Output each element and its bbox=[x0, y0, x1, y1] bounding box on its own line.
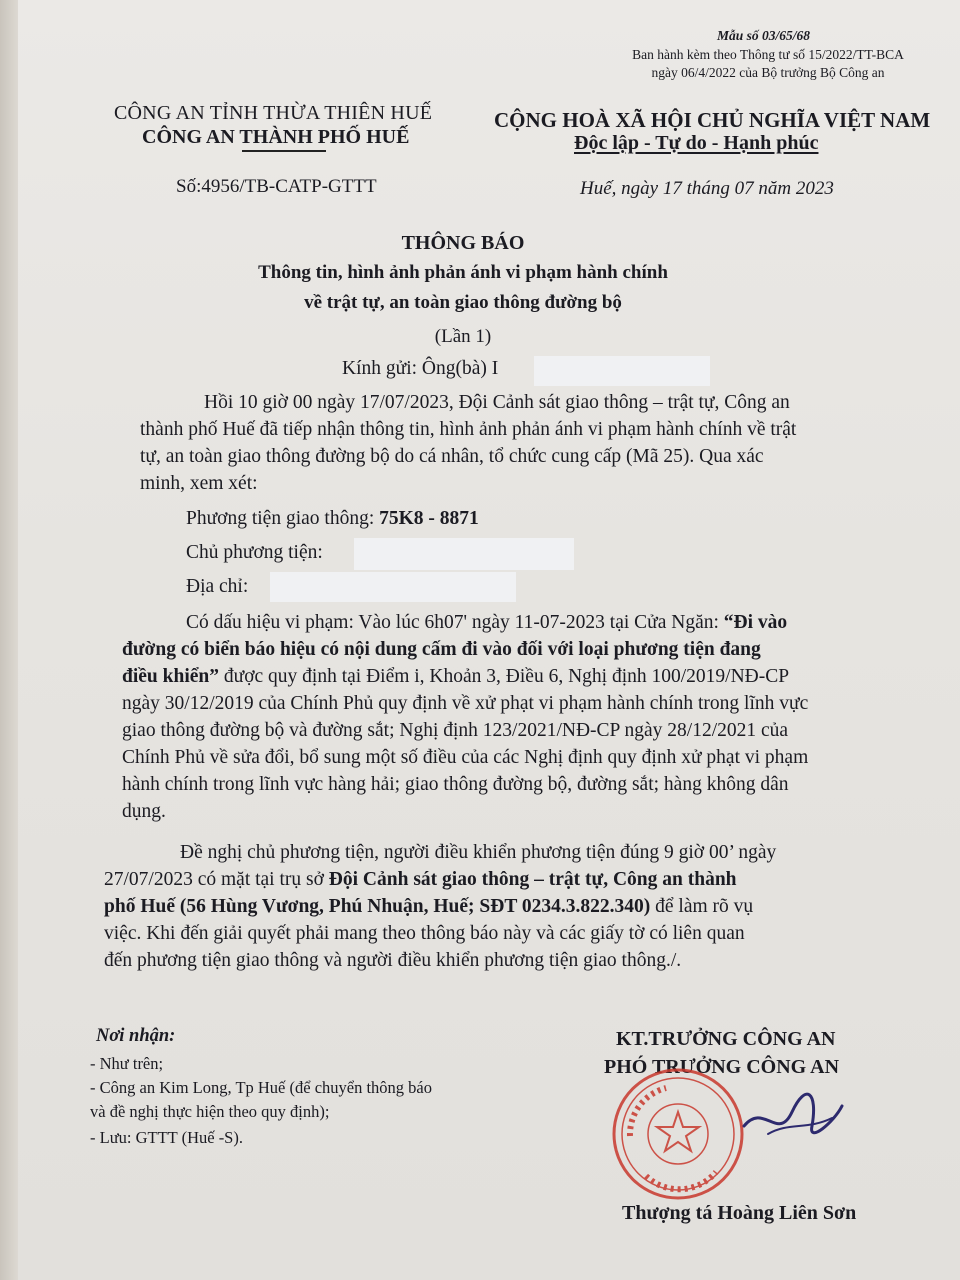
request-address: phố Huế (56 Hùng Vương, Phú Nhuận, Huế; SĐT 0234.3.822.340) bbox=[104, 896, 651, 917]
recipient-item: - Công an Kim Long, Tp Huế (để chuyển thông báo bbox=[90, 1078, 433, 1097]
redacted-recipient-name bbox=[534, 356, 710, 386]
vehicle-label: Phương tiện giao thông: bbox=[186, 508, 380, 529]
body-line: Chính Phủ về sửa đổi, bổ sung một số điều của các Nghị định quy định xử phạt vi phạm bbox=[122, 747, 809, 768]
request-line-2 bbox=[104, 869, 737, 891]
signature-title-2: PHÓ TRƯỞNG CÔNG AN bbox=[604, 1056, 840, 1078]
agency-underline bbox=[242, 150, 326, 152]
request-office: Đội Cảnh sát giao thông – trật tự, Công an thành bbox=[328, 869, 737, 890]
body-line: dụng. bbox=[122, 801, 166, 822]
body-line: ngày 30/12/2019 của Chính Phủ quy định về xử phạt vi phạm hành chính trong lĩnh vực bbox=[122, 693, 809, 714]
signer-name: Thượng tá Hoàng Liên Sơn bbox=[622, 1202, 857, 1224]
recipient-item: và đề nghị thực hiện theo quy định); bbox=[90, 1102, 330, 1121]
request-line-3 bbox=[104, 896, 753, 918]
violation-legal-basis: được quy định tại Điểm i, Khoản 3, Điều 6, Nghị định 100/2019/NĐ-CP bbox=[219, 666, 790, 687]
owner-label: Chủ phương tiện: bbox=[186, 542, 323, 563]
notice-round: (Lần 1) bbox=[434, 326, 492, 347]
redacted-owner-name bbox=[354, 538, 574, 570]
form-issuance-note bbox=[618, 46, 918, 82]
official-seal bbox=[606, 1066, 756, 1202]
request-line-4: việc. Khi đến giải quyết phải mang theo thông báo này và các giấy tờ có liên quan bbox=[104, 923, 745, 944]
document-title: THÔNG BÁO bbox=[401, 232, 525, 254]
body-line: Hồi 10 giờ 00 ngày 17/07/2023, Đội Cảnh sát giao thông – trật tự, Công an bbox=[204, 392, 790, 413]
body-line: minh, xem xét: bbox=[140, 473, 258, 494]
violation-quote-start: “Đi vào bbox=[723, 612, 788, 633]
adjacent-page-edge bbox=[0, 0, 19, 1280]
recipients-heading: Nơi nhận: bbox=[96, 1026, 176, 1046]
document-subtitle-2: về trật tự, an toàn giao thông đường bộ bbox=[304, 292, 622, 313]
form-issuance-line-2: ngày 06/4/2022 của Bộ trưởng Bộ Công an bbox=[651, 65, 885, 80]
recipient-item: - Như trên; bbox=[90, 1054, 164, 1073]
document-number: Số:4956/TB-CATP-GTTT bbox=[176, 176, 377, 197]
body-line: thành phố Huế đã tiếp nhận thông tin, hình ảnh phản ánh vi phạm hành chính về trật bbox=[140, 419, 797, 440]
request-purpose: để làm rõ vụ bbox=[650, 896, 754, 917]
vehicle-info bbox=[186, 508, 479, 530]
handwritten-signature bbox=[738, 1082, 848, 1152]
violation-quote-end: điều khiển” bbox=[122, 666, 219, 687]
violation-line-1 bbox=[186, 612, 787, 634]
issuing-agency-name: CÔNG AN THÀNH PHỐ HUẾ bbox=[142, 126, 410, 148]
recipient-salutation: Kính gửi: Ông(bà) I bbox=[342, 358, 499, 379]
signature-title-1: KT.TRƯỞNG CÔNG AN bbox=[616, 1028, 836, 1050]
national-title: CỘNG HOÀ XÃ HỘI CHỦ NGHĨA VIỆT NAM bbox=[494, 108, 931, 132]
body-line: giao thông đường bộ và đường sắt; Nghị định 123/2021/NĐ-CP ngày 28/12/2021 của bbox=[122, 720, 789, 741]
violation-line-2: đường có biển báo hiệu có nội dung cấm đi vào đối với loại phương tiện đang bbox=[122, 639, 761, 660]
national-motto: Độc lập - Tự do - Hạnh phúc bbox=[574, 132, 819, 154]
request-line-5: đến phương tiện giao thông và người điều khiển phương tiện giao thông./. bbox=[104, 950, 682, 971]
body-line: tự, an toàn giao thông đường bộ do cá nhân, tổ chức cung cấp (Mã 25). Qua xác bbox=[140, 446, 764, 467]
violation-line-3 bbox=[122, 666, 789, 688]
body-line: hành chính trong lĩnh vực hàng hải; giao thông đường bộ, đường sắt; hàng không dân bbox=[122, 774, 789, 795]
address-label: Địa chỉ: bbox=[186, 576, 249, 597]
issuing-agency bbox=[142, 126, 409, 149]
parent-agency: CÔNG AN TỈNH THỪA THIÊN HUẾ bbox=[114, 102, 433, 124]
form-number: Mẫu số 03/65/68 bbox=[716, 28, 810, 43]
vehicle-plate: 75K8 - 8871 bbox=[379, 508, 479, 529]
form-issuance-line-1: Ban hành kèm theo Thông tư số 15/2022/TT-BCA bbox=[632, 47, 904, 62]
document-page bbox=[18, 0, 960, 1280]
request-line-1: Đề nghị chủ phương tiện, người điều khiển phương tiện đúng 9 giờ 00’ ngày bbox=[180, 842, 777, 863]
recipient-item: - Lưu: GTTT (Huế -S). bbox=[90, 1128, 243, 1147]
document-subtitle-1: Thông tin, hình ảnh phản ánh vi phạm hành chính bbox=[258, 262, 668, 283]
redacted-address bbox=[270, 572, 516, 602]
request-date: 27/07/2023 có mặt tại trụ sở bbox=[104, 869, 329, 890]
violation-intro: Có dấu hiệu vi phạm: Vào lúc 6h07' ngày 11-07-2023 tại Cửa Ngăn: bbox=[186, 612, 724, 633]
place-date: Huế, ngày 17 tháng 07 năm 2023 bbox=[580, 178, 834, 199]
